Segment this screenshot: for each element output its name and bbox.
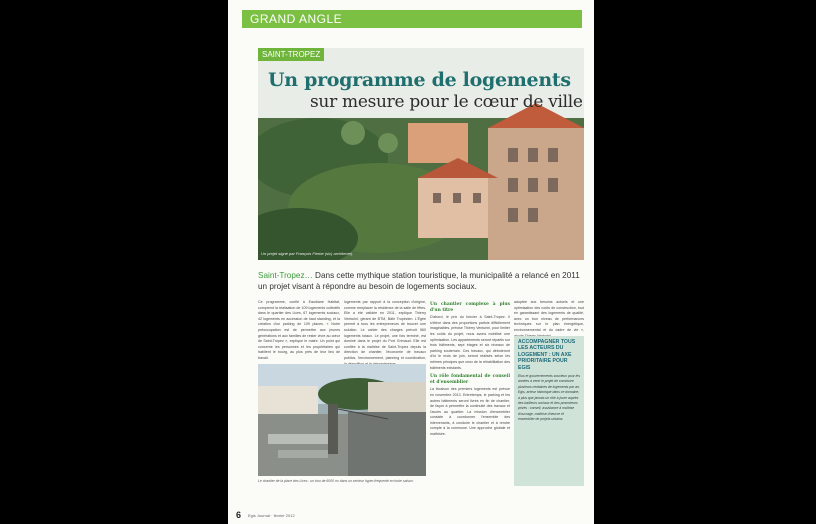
article-title-line2: sur mesure pour le cœur de ville [310,92,583,112]
sidebar-title: ACCOMPAGNER TOUS LES ACTEURS DU LOGEMENT : UN AXE PRIORITAIRE POUR EGIS [518,339,576,371]
section-title: GRAND ANGLE [250,12,343,26]
construction-site-illustration [258,364,426,476]
article-tag: SAINT-TROPEZ [258,48,324,61]
magazine-page [228,0,594,524]
column-2 [344,300,426,370]
sidebar-text: Elus et gouvernements soucieux pour les années à venir le projet de construire plusieurs centaines de logements par an. Egis, acteur historique dans ce domaine, a plus que jamais un rôle à jouer auprès des bailleurs sociaux et des promoteurs privés : conseil, assistance à maîtrise d'ouvrage, maîtrise d'œuvre et ensemblier de projets urbains. [518,374,581,422]
article-title-line1: Un programme de logements [268,69,571,91]
column-2-text: logements par rapport à la conception d'origine, comme remplacer la résidence de la salle de fêtes. Elle a été validée en 2011, explique Thierry Venturini, gérant de BTM, Bâtir Tropézien. L'Égée permet à tous les entrepreneurs de trouver une solution. Le cahier des charges prévoit 560 logements totaux. Le projet, une fois terminé, est dominé dans le projet du Port Grimaud. Elle est confiée à la maîtrise de Saint-Tropez depuis la direction de chantier, l'économie de travaux publics, l'environnement, planning et coordination, [344,300,426,360]
image-caption: Un projet signé par François Fierbe (sic) architecte). [261,251,354,256]
column-3-text-2: La livraison des premiers logements est prévue en novembre 2013. Entretemps, le parking et les autres bâtiments seront livrés en fin de chantier, de façon à permettre la continuité des travaux et l'accès au quartier. La mission d'ensemblier consiste à coordonner l'ensemble des intervenants, à conduire le chantier et à rendre compte à la commune. Une approche globale et maîtrisée. [430,387,510,437]
page-number: 6 [236,510,242,520]
construction-site-photo [258,364,426,476]
publication-footer: Egis Journal · février 2012 [248,513,295,518]
lede-text: Dans cette mythique station touristique, la municipalité a relancé en 2011 un projet visant à répondre au besoin de logements sociaux. [258,271,580,291]
column-3-heading-2: Un rôle fondamental de conseil et d'ensemblier [430,374,510,385]
column-3 [430,300,510,441]
article-lede [258,270,584,292]
sidebar-box [514,336,584,486]
hero-image [258,48,584,260]
column-1 [258,300,340,365]
column-3-text: D'abord, le prix du foncier à Saint-Tropez. Il s'élève dans des proportions parfois difficilement imaginables, précise Thierry Venturini, pour limiter les coûts du projet, nous avons mobilisé une optimisation. Les appartements seront répartis sur trois bâtiments, sept étages et six niveaux de parking souterrain. Ces travaux, qui débuteront d'ici le mois de juin, seront réalisés selon les mêmes principes que ceux de la réhabilitation des bâtiments existants. [430,315,510,370]
lede-keyword: Saint-Tropez… [258,271,313,280]
column-3-heading: Un chantier complexe à plus d'un titre [430,302,510,313]
column-1-text: Ce programme, confié à Eaudiane Habitat, comprend la réalisation de 109 logements collectifs dans le quartier des Lices, 67 logements sociaux, 42 logements en accession de haut standing, et la création d'un parking de 109 places. « Notre préoccupation est de permettre aux jeunes générations et aux familles de rester vivre au cœur de Saint-Tropez », explique le maire. Un point qui concerne les personnes et les propriétaires qui habitent le bourg, au plus près de leur lieu de travail. [258,300,340,360]
column-4-text: adoptée aux besoins actuels et une optimisation des coûts de construction, tout en garantissant des logements de qualité, avec un bon niveau de performances techniques sur le plan énergétique, environnemental et du cadre de vie », [514,300,584,332]
photo-caption: Le chantier de la place des Lices : un trou de 6000 m² dans un secteur hyper-fréquenté en toute saison. [258,479,414,483]
section-band [242,10,582,28]
